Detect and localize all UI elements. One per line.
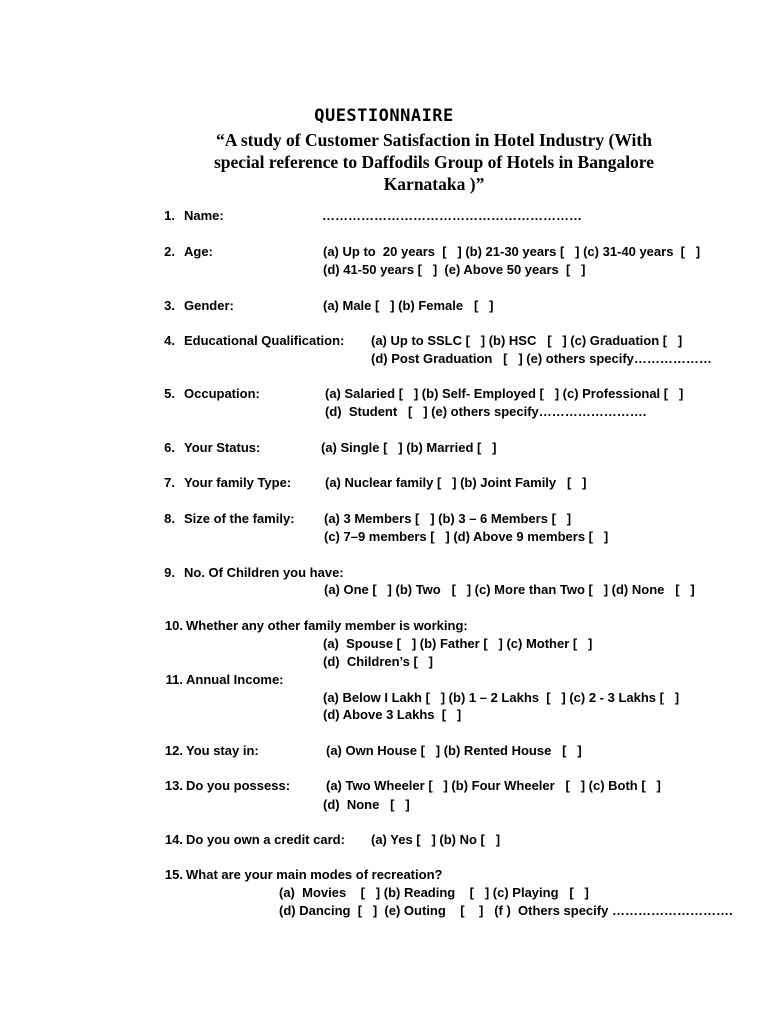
question-number: 8.: [164, 511, 175, 526]
question-number: 13.: [164, 778, 183, 793]
question-label: Your Status:: [184, 440, 261, 455]
question-label: Your family Type:: [184, 475, 292, 490]
question-number: 7.: [164, 475, 175, 490]
question-options: (a) Up to 20 years [ ] (b) 21-30 years [ ] (c) 31-40 years [ ]: [323, 244, 701, 259]
question-options: (a) Yes [ ] (b) No [ ]: [371, 832, 501, 847]
question-label: Educational Qualification:: [184, 333, 345, 348]
question-options: (a) Below I Lakh [ ] (b) 1 – 2 Lakhs [ ] (c) 2 - 3 Lakhs [ ]: [323, 690, 680, 705]
question-options: (d) 41-50 years [ ] (e) Above 50 years [ ]: [323, 262, 586, 277]
question-options: (a) Salaried [ ] (b) Self- Employed [ ] (c) Professional [ ]: [325, 386, 684, 401]
page-subtitle: “A study of Customer Satisfaction in Hotel Industry (With special reference to Daffodils Group of Hotels in Bangalore Karnataka )”: [213, 130, 655, 194]
question-options: (a) One [ ] (b) Two [ ] (c) More than Two [ ] (d) None [ ]: [324, 582, 695, 597]
question-options: (d) Dancing [ ] (e) Outing [ ] (f ) Others specify ……………………….: [279, 903, 733, 918]
question-label: Do you own a credit card:: [186, 832, 345, 847]
question-options: (a) Single [ ] (b) Married [ ]: [321, 440, 497, 455]
question-options: (a) Male [ ] (b) Female [ ]: [323, 298, 494, 313]
question-number: 11.: [165, 672, 183, 687]
name-field-line: ……………………………………………………: [322, 208, 582, 223]
question-options: (a) Two Wheeler [ ] (b) Four Wheeler [ ] (c) Both [ ]: [326, 778, 661, 793]
question-label: Size of the family:: [184, 511, 295, 526]
question-label: You stay in:: [186, 743, 259, 758]
question-label: What are your main modes of recreation?: [186, 867, 443, 882]
question-number: 4.: [164, 333, 175, 348]
question-label: No. Of Children you have:: [184, 565, 344, 580]
question-options: (a) Own House [ ] (b) Rented House [ ]: [326, 743, 582, 758]
question-number: 14.: [164, 832, 183, 847]
question-label: Age:: [184, 244, 213, 259]
question-number: 1.: [164, 208, 175, 223]
question-options: (d) None [ ]: [323, 797, 410, 812]
question-number: 10.: [164, 618, 183, 633]
question-label: Occupation:: [184, 386, 260, 401]
question-options: (d) Above 3 Lakhs [ ]: [323, 707, 462, 722]
question-options: (a) Movies [ ] (b) Reading [ ] (c) Playing [ ]: [279, 885, 589, 900]
question-options: (d) Student [ ] (e) others specify…………………….: [325, 404, 647, 419]
question-label: Gender:: [184, 298, 234, 313]
question-options: (a) Nuclear family [ ] (b) Joint Family [ ]: [325, 475, 587, 490]
question-number: 12.: [164, 743, 183, 758]
question-number: 15.: [164, 867, 183, 882]
question-options: (a) Up to SSLC [ ] (b) HSC [ ] (c) Graduation [ ]: [371, 333, 683, 348]
question-options: (d) Children’s [ ]: [323, 654, 434, 669]
question-number: 2.: [164, 244, 175, 259]
question-number: 5.: [164, 386, 175, 401]
question-options: (a) Spouse [ ] (b) Father [ ] (c) Mother [ ]: [323, 636, 593, 651]
question-options: (c) 7–9 members [ ] (d) Above 9 members [ ]: [324, 529, 609, 544]
question-label: Do you possess:: [186, 778, 291, 793]
question-label: Whether any other family member is working:: [186, 618, 468, 633]
question-label: Name:: [184, 208, 224, 223]
question-number: 6.: [164, 440, 175, 455]
page-title: QUESTIONNAIRE: [314, 106, 454, 126]
question-number: 3.: [164, 298, 175, 313]
question-number: 9.: [164, 565, 175, 580]
question-label: Annual Income:: [186, 672, 284, 687]
question-options: (a) 3 Members [ ] (b) 3 – 6 Members [ ]: [324, 511, 572, 526]
question-options: (d) Post Graduation [ ] (e) others specify………………: [371, 351, 712, 366]
